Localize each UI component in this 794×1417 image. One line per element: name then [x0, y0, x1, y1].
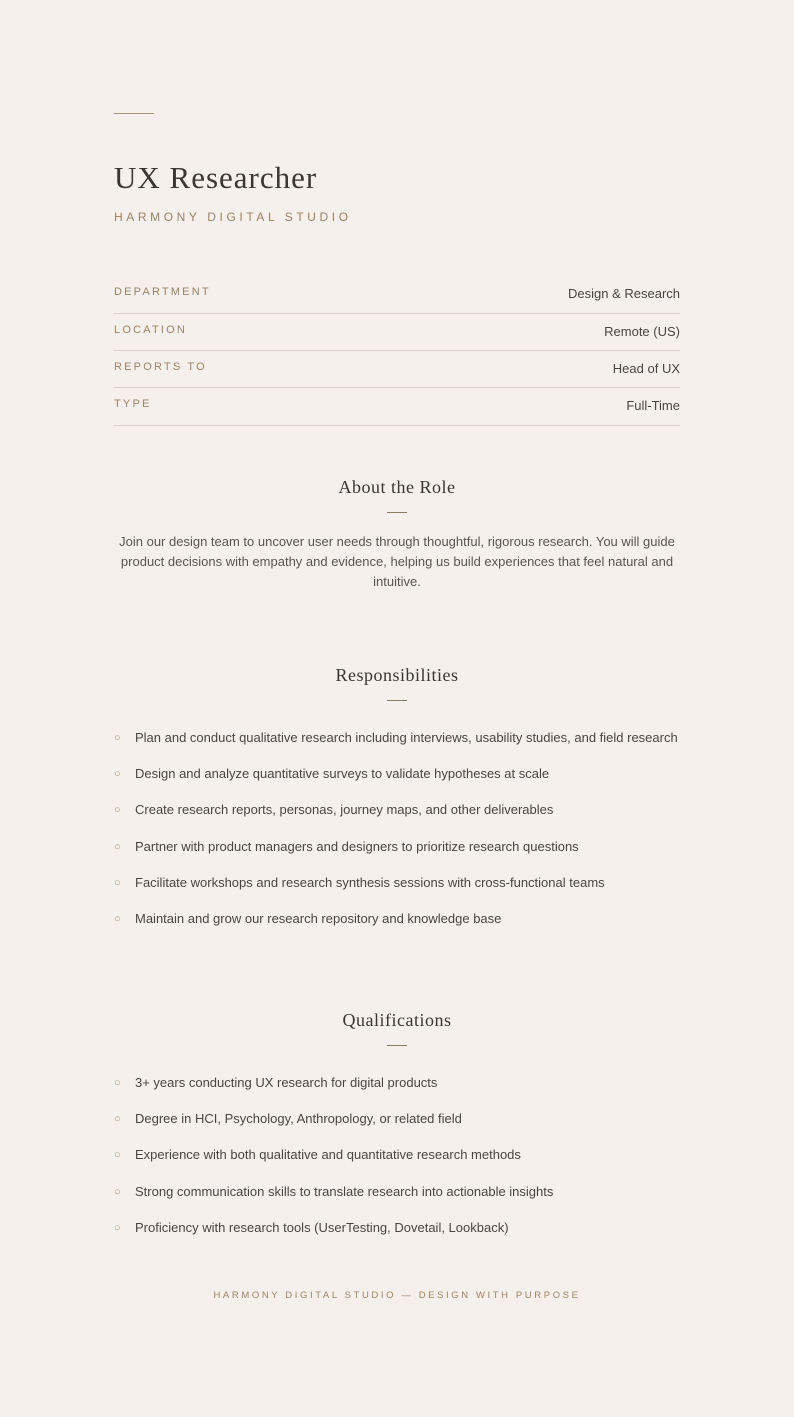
list-item-text: Plan and conduct qualitative research including interviews, usability studies, and field research — [135, 730, 678, 745]
responsibilities-heading: Responsibilities — [335, 665, 459, 685]
list-item-text: Maintain and grow our research repository and knowledge base — [135, 910, 502, 926]
detail-value: Head of UX — [612, 361, 680, 376]
list-item-text: Degree in HCI, Psychology, Anthropology, or related field — [135, 1111, 462, 1127]
detail-row-reports-to — [114, 351, 680, 388]
detail-value: Design & Research — [568, 286, 680, 301]
circle-bullet-icon: ○ — [114, 1113, 121, 1126]
detail-label: LOCATION — [114, 324, 188, 336]
company-name: HARMONY DIGITAL STUDIO — [114, 210, 352, 224]
detail-row-location — [114, 314, 680, 351]
circle-bullet-icon: ○ — [114, 804, 121, 817]
list-item — [114, 801, 680, 837]
job-details-table — [114, 276, 680, 426]
top-accent-rule — [114, 113, 154, 114]
circle-bullet-icon: ○ — [114, 912, 121, 925]
list-item — [114, 874, 680, 910]
footer-tagline: HARMONY DIGITAL STUDIO — DESIGN WITH PURPOSE — [213, 1290, 581, 1301]
list-item — [114, 765, 680, 801]
list-item — [114, 1146, 680, 1182]
responsibilities-list — [114, 729, 680, 946]
detail-label: TYPE — [114, 398, 152, 410]
list-item-text: Strong communication skills to translate research into actionable insights — [135, 1183, 554, 1199]
list-item — [114, 1219, 680, 1255]
about-description: Join our design team to uncover user needs through thoughtful, rigorous research. You will guide product decisions with empathy and evidence, helping us build experiences that feel natural and intuitive. — [119, 534, 675, 589]
list-item-text: 3+ years conducting UX research for digital products — [135, 1075, 438, 1090]
detail-row-department — [114, 276, 680, 314]
list-item-text: Facilitate workshops and research synthesis sessions with cross-functional teams — [135, 874, 605, 890]
list-item-text: Experience with both qualitative and quantitative research methods — [135, 1147, 521, 1163]
list-item-text: Proficiency with research tools (UserTesting, Dovetail, Lookback) — [135, 1219, 509, 1235]
qualifications-heading-rule — [387, 1045, 407, 1046]
detail-value: Full-Time — [626, 398, 680, 413]
about-heading: About the Role — [338, 477, 456, 497]
list-item — [114, 910, 680, 946]
list-item — [114, 729, 680, 765]
list-item-text: Design and analyze quantitative surveys to validate hypotheses at scale — [135, 766, 550, 782]
circle-bullet-icon: ○ — [114, 1077, 121, 1089]
circle-bullet-icon: ○ — [114, 1149, 121, 1162]
list-item-text: Create research reports, personas, journey maps, and other deliverables — [135, 802, 554, 818]
detail-row-type — [114, 388, 680, 426]
circle-bullet-icon: ○ — [114, 876, 121, 889]
qualifications-heading: Qualifications — [342, 1010, 452, 1030]
detail-label: REPORTS TO — [114, 361, 207, 373]
list-item — [114, 1074, 680, 1110]
circle-bullet-icon: ○ — [114, 1185, 121, 1198]
circle-bullet-icon: ○ — [114, 1221, 121, 1234]
qualifications-list — [114, 1074, 680, 1255]
detail-value: Remote (US) — [604, 324, 680, 339]
responsibilities-heading-rule — [387, 700, 407, 701]
job-title: UX Researcher — [114, 160, 318, 195]
list-item — [114, 1110, 680, 1146]
list-item — [114, 838, 680, 874]
circle-bullet-icon: ○ — [114, 840, 121, 853]
detail-label: DEPARTMENT — [114, 286, 211, 298]
list-item-text: Partner with product managers and designers to prioritize research questions — [135, 838, 579, 854]
circle-bullet-icon: ○ — [114, 732, 121, 744]
about-heading-rule — [387, 512, 407, 513]
list-item — [114, 1183, 680, 1219]
circle-bullet-icon: ○ — [114, 768, 121, 781]
